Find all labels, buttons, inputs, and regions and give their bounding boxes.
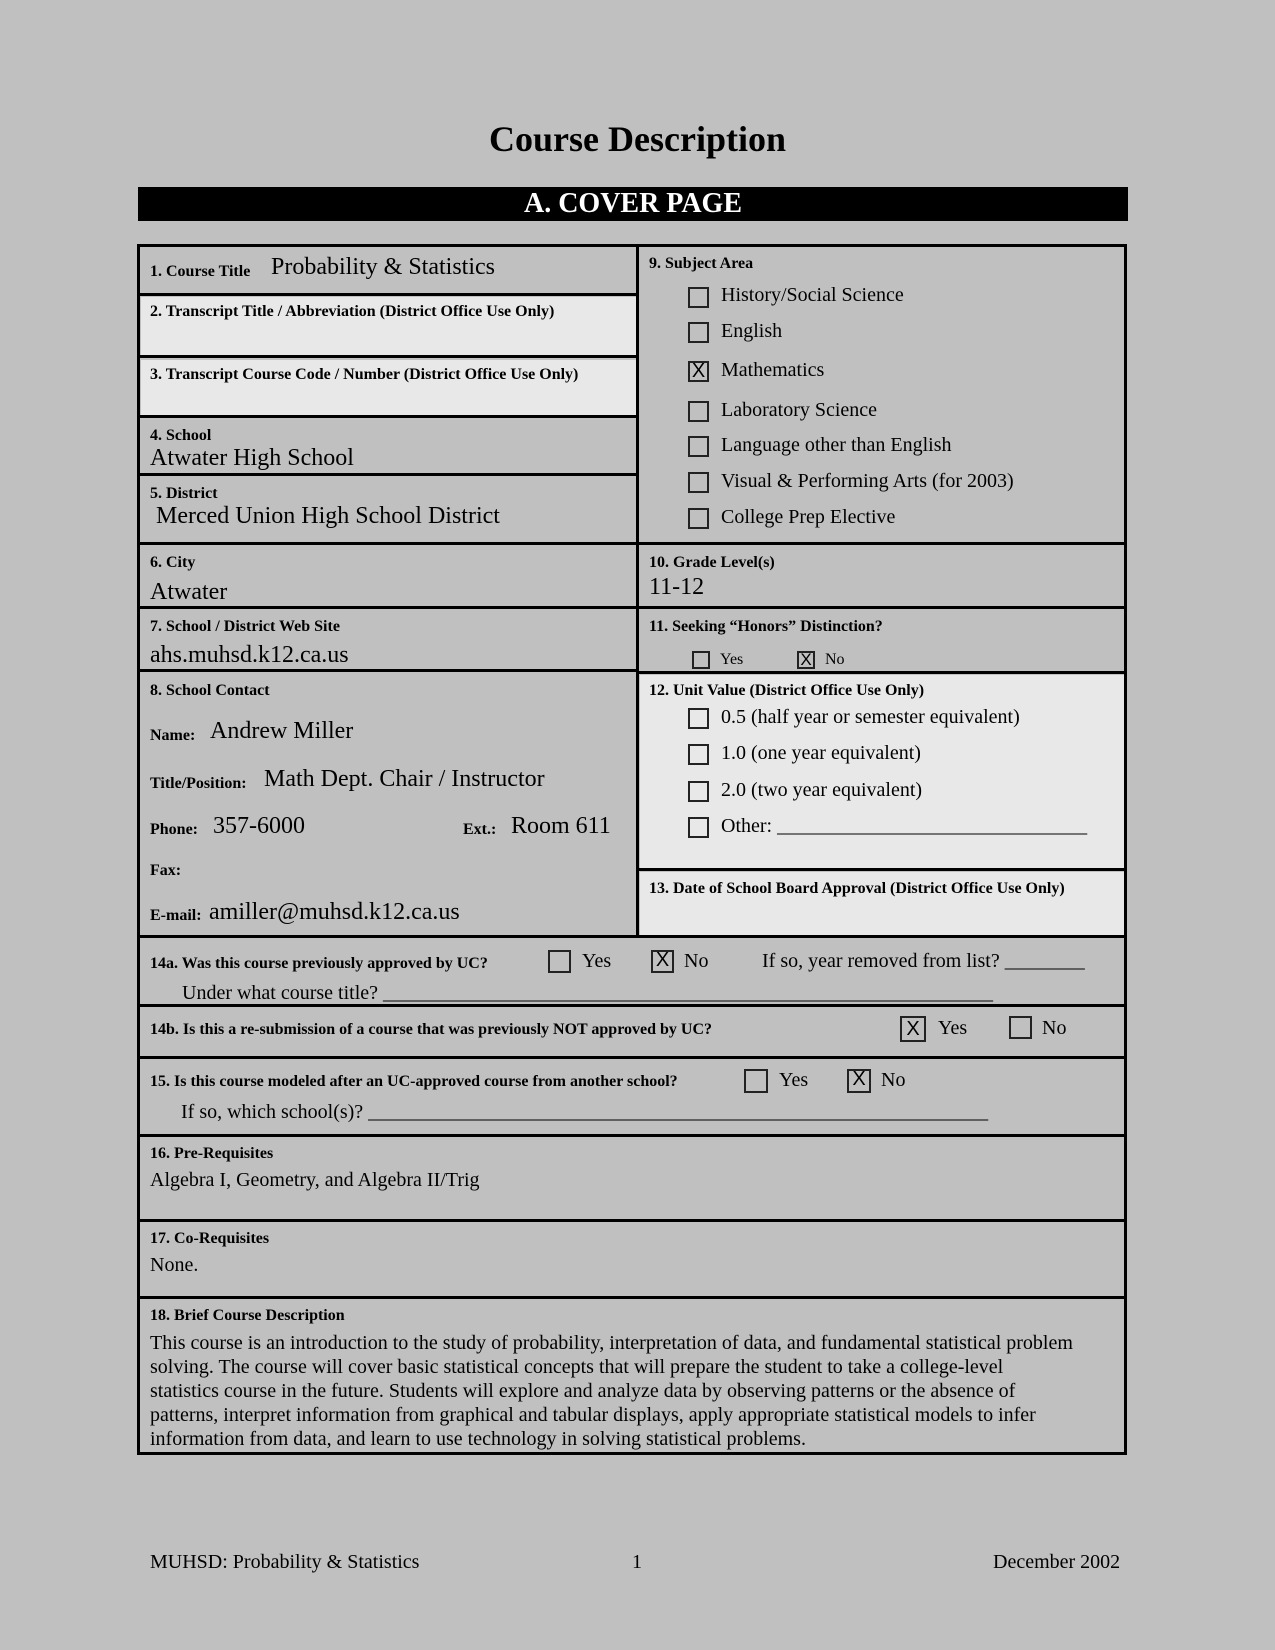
honors-label: 11. Seeking “Honors” Distinction? [649, 618, 883, 635]
transcript-title-label: 2. Transcript Title / Abbreviation (District Office Use Only) [150, 303, 555, 320]
position-label: Title/Position: [150, 775, 247, 792]
website-label: 7. School / District Web Site [150, 618, 340, 635]
city-label: 6. City [150, 554, 196, 571]
divider [636, 868, 1127, 871]
email-label: E-mail: [150, 907, 202, 924]
school-value[interactable]: Atwater High School [150, 445, 354, 471]
honors-yes-checkbox[interactable] [692, 651, 710, 669]
cover-form [137, 244, 1127, 1455]
subject-checkbox[interactable] [688, 287, 709, 308]
unit-option-label: Other: _______________________________ [721, 815, 1088, 837]
q14a-label: 14a. Was this course previously approved by UC? [150, 955, 488, 972]
q14a-yes-label: Yes [582, 950, 612, 972]
course-title-value[interactable]: Probability & Statistics [271, 254, 496, 280]
course-description-text[interactable] [150, 1331, 1120, 1451]
divider [636, 671, 1127, 674]
divider [137, 473, 639, 476]
name-value[interactable]: Andrew Miller [210, 718, 354, 744]
subject-option-label: Visual & Performing Arts (for 2003) [721, 470, 1014, 492]
course-title-label: 1. Course Title [150, 263, 251, 280]
column-divider [636, 244, 639, 938]
grade-level-value[interactable]: 11-12 [649, 574, 705, 600]
description-line: solving. The course will cover basic statistical concepts that will prepare the student to take a college-level [150, 1356, 1004, 1378]
description-line: statistics course in the future. Students will explore and analyze data by observing patterns or the absence of [150, 1380, 1016, 1402]
q15-yes-label: Yes [779, 1069, 809, 1091]
divider [137, 415, 639, 418]
subject-option-label: Laboratory Science [721, 399, 878, 421]
divider [137, 669, 639, 672]
city-value[interactable]: Atwater [150, 579, 228, 605]
ext-label: Ext.: [463, 821, 497, 838]
page-number: 1 [632, 1551, 642, 1573]
subject-option-label: History/Social Science [721, 284, 904, 306]
q14b-no-checkbox[interactable] [1009, 1016, 1032, 1039]
transcript-code-label: 3. Transcript Course Code / Number (District Office Use Only) [150, 366, 579, 383]
footer-date: December 2002 [993, 1551, 1121, 1573]
q14b-label: 14b. Is this a re-submission of a course that was previously NOT approved by UC? [150, 1021, 713, 1038]
section-header: A. COVER PAGE [138, 187, 1128, 221]
prerequisites-label: 16. Pre-Requisites [150, 1145, 274, 1162]
unit-value-label: 12. Unit Value (District Office Use Only) [649, 682, 925, 699]
q14a-course-title-line[interactable]: Under what course title? _____________________________________________________________ [182, 982, 994, 1004]
subject-checkbox[interactable] [688, 508, 709, 529]
subject-option-label: English [721, 320, 783, 342]
grade-level-label: 10. Grade Level(s) [649, 554, 775, 571]
divider [137, 355, 639, 358]
district-value[interactable]: Merced Union High School District [156, 503, 500, 529]
q15-no-label: No [881, 1069, 906, 1091]
description-line: This course is an introduction to the study of probability, interpretation of data, and fundamental statistical problem [150, 1332, 1073, 1354]
q15-yes-checkbox[interactable] [744, 1069, 768, 1093]
unit-option-label: 1.0 (one year equivalent) [721, 742, 921, 764]
school-label: 4. School [150, 427, 212, 444]
footer-left: MUHSD: Probability & Statistics [150, 1551, 420, 1573]
divider [137, 1134, 1127, 1137]
q15-no-checkbox[interactable]: X [847, 1069, 871, 1093]
subject-option-label: Language other than English [721, 434, 952, 456]
school-contact-label: 8. School Contact [150, 682, 270, 699]
divider [137, 293, 639, 296]
unit-option-label: 2.0 (two year equivalent) [721, 779, 923, 801]
divider [137, 1219, 1127, 1222]
unit-option-label: 0.5 (half year or semester equivalent) [721, 706, 1020, 728]
divider [137, 606, 1127, 609]
ext-value[interactable]: Room 611 [511, 813, 611, 839]
corequisites-value[interactable]: None. [150, 1254, 199, 1276]
q14a-yes-checkbox[interactable] [548, 950, 571, 973]
course-description-label: 18. Brief Course Description [150, 1307, 345, 1324]
honors-no-label: No [825, 651, 845, 668]
board-approval-label: 13. Date of School Board Approval (District Office Use Only) [649, 880, 1065, 897]
phone-value[interactable]: 357-6000 [213, 813, 305, 839]
unit-checkbox[interactable] [688, 744, 709, 765]
q14b-yes-checkbox[interactable]: X [900, 1016, 926, 1042]
unit-checkbox[interactable] [688, 781, 709, 802]
corequisites-label: 17. Co-Requisites [150, 1230, 270, 1247]
unit-checkbox[interactable] [688, 817, 709, 838]
subject-checkbox[interactable] [688, 322, 709, 343]
subject-checkbox[interactable] [688, 401, 709, 422]
q15-label: 15. Is this course modeled after an UC-approved course from another school? [150, 1073, 678, 1090]
q14a-no-label: No [684, 950, 709, 972]
divider [137, 1296, 1127, 1299]
subject-area-label: 9. Subject Area [649, 255, 754, 272]
page-title: Course Description [489, 119, 786, 159]
honors-yes-label: Yes [720, 651, 744, 668]
description-line: patterns, interpret information from graphical and tabular displays, apply appropriate statistical models to infer [150, 1404, 1036, 1426]
subject-checkbox[interactable] [688, 472, 709, 493]
q14b-yes-label: Yes [938, 1017, 968, 1039]
subject-option-label: College Prep Elective [721, 506, 896, 528]
unit-checkbox[interactable] [688, 708, 709, 729]
q14a-no-checkbox[interactable]: X [651, 950, 674, 973]
q15-schools-line[interactable]: If so, which school(s)? ______________________________________________________________ [181, 1101, 989, 1123]
subject-checkbox[interactable]: X [688, 361, 709, 382]
q14b-no-label: No [1042, 1017, 1067, 1039]
name-label: Name: [150, 727, 196, 744]
subject-option-label: Mathematics [721, 359, 825, 381]
subject-checkbox[interactable] [688, 436, 709, 457]
honors-no-checkbox[interactable]: X [797, 651, 815, 669]
phone-label: Phone: [150, 821, 198, 838]
divider [137, 935, 1127, 938]
website-value[interactable]: ahs.muhsd.k12.ca.us [150, 642, 349, 668]
fax-label: Fax: [150, 862, 182, 879]
email-value[interactable]: amiller@muhsd.k12.ca.us [209, 899, 460, 925]
description-line: information from data, and learn to use technology in solving statistical problems. [150, 1428, 806, 1450]
district-label: 5. District [150, 485, 218, 502]
divider [137, 1056, 1127, 1059]
position-value[interactable]: Math Dept. Chair / Instructor [264, 766, 545, 792]
prerequisites-value[interactable]: Algebra I, Geometry, and Algebra II/Trig [150, 1169, 480, 1191]
q14a-year-removed[interactable]: If so, year removed from list? ________ [762, 950, 1085, 972]
divider [137, 542, 1127, 545]
